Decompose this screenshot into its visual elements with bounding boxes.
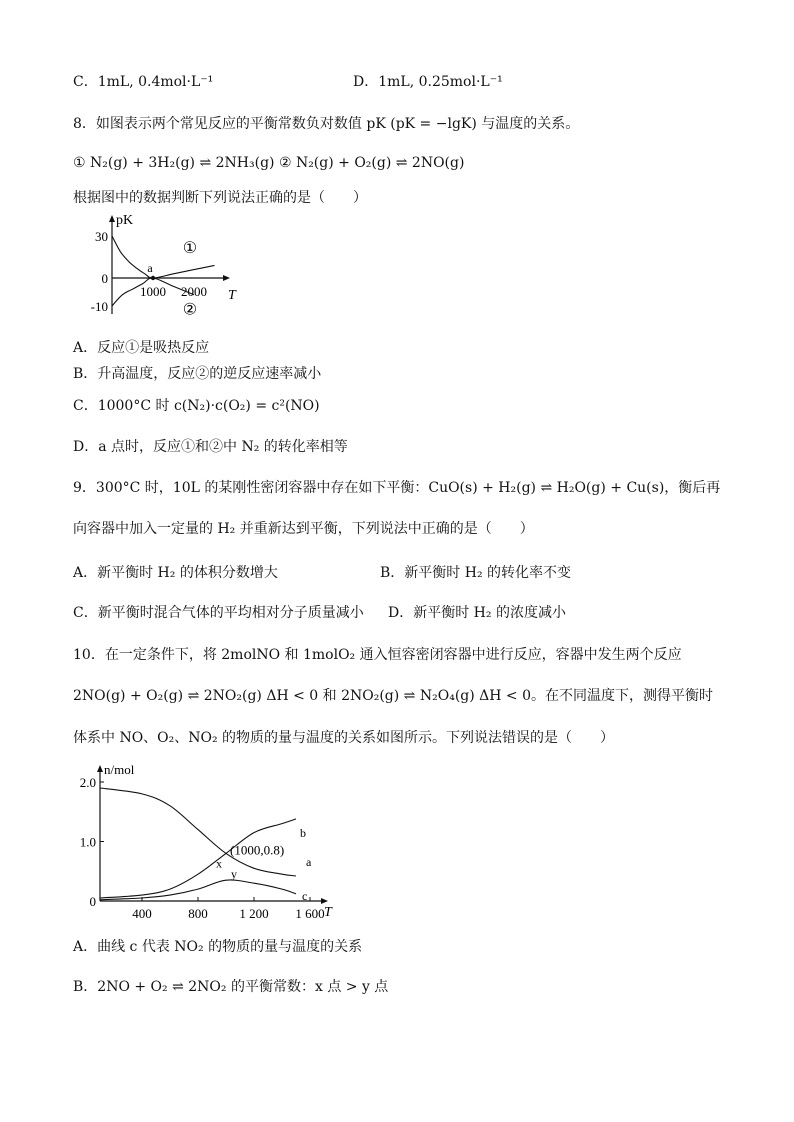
- series-line-1: [112, 236, 215, 278]
- nmol-temperature-chart: [72, 760, 342, 920]
- x-tick-label: 400: [132, 906, 152, 920]
- y-tick-label: 0: [101, 271, 108, 286]
- y-axis-label: n/mol: [104, 762, 135, 777]
- q8-ask: 根据图中的数据判断下列说法正确的是（ ）: [73, 190, 367, 206]
- q8-option-d: D．a 点时，反应①和②中 N₂ 的转化率相等: [73, 439, 348, 455]
- q8-option-a: A．反应①是吸热反应: [73, 340, 210, 356]
- q10-option-b: B．2NO + O₂ ⇌ 2NO₂ 的平衡常数：x 点 > y 点: [73, 979, 389, 995]
- y-axis-arrow: [97, 765, 103, 772]
- annotation-2: ①: [182, 239, 198, 257]
- y-tick-label: 0: [89, 894, 96, 909]
- y-tick-label: 30: [95, 229, 108, 244]
- q9-stem: 9．300°C 时，10L 的某刚性密闭容器中存在如下平衡：CuO(s) + H₂(g) ⇌ H₂O(g) + Cu(s)，衡后再: [73, 480, 721, 496]
- pk-temperature-chart: [80, 210, 240, 322]
- annotation-coordinate: (1000,0.8): [230, 842, 285, 858]
- series-line-c: [100, 880, 296, 900]
- series-label-a: a: [306, 855, 312, 870]
- q9-option-a: A．新平衡时 H₂ 的体积分数增大: [73, 565, 278, 581]
- x-axis-label: T: [228, 288, 236, 303]
- series-label-c: c: [302, 888, 308, 903]
- series-label-b: b: [300, 825, 306, 840]
- x-tick-label: 800: [188, 906, 208, 920]
- q10-stem-cont2: 体系中 NO、O₂、NO₂ 的物质的量与温度的关系如图所示。下列说法错误的是（ ）: [73, 730, 615, 746]
- q9-option-c: C．新平衡时混合气体的平均相对分子质量减小: [73, 605, 364, 621]
- point-a: [151, 276, 155, 280]
- q10-stem-cont: 2NO(g) + O₂(g) ⇌ 2NO₂(g) ΔH < 0 和 2NO₂(g) ⇌ N₂O₄(g) ΔH < 0。在不同温度下，测得平衡时: [73, 688, 714, 704]
- q8-stem: 8．如图表示两个常见反应的平衡常数负对数值 pK (pK = −lgK) 与温度的关系。: [73, 116, 580, 132]
- series-line-b: [100, 819, 296, 898]
- annotation-y: y: [231, 867, 237, 882]
- x-axis-arrow: [321, 898, 328, 904]
- x-tick-label: 1 600: [295, 906, 325, 920]
- annotation-3: ②: [182, 301, 198, 319]
- y-tick-label: 2.0: [79, 775, 96, 790]
- y-tick-label: -10: [90, 299, 108, 314]
- q9-option-b: B．新平衡时 H₂ 的转化率不变: [380, 565, 572, 581]
- annotation-1: a: [147, 261, 153, 275]
- y-axis-arrow: [109, 215, 115, 222]
- annotation-x: x: [216, 856, 222, 871]
- x-axis-label: T: [324, 905, 332, 920]
- y-axis-label: pK: [116, 213, 134, 228]
- q9-option-d: D．新平衡时 H₂ 的浓度减小: [388, 605, 566, 621]
- x-tick-label: 2000: [181, 284, 207, 299]
- series-line-a: [100, 788, 296, 876]
- q8-reactions: ① N₂(g) + 3H₂(g) ⇌ 2NH₃(g) ② N₂(g) + O₂(g) ⇌ 2NO(g): [73, 155, 465, 171]
- q8-option-b: B．升高温度，反应②的逆反应速率减小: [73, 366, 322, 382]
- q9-stem-cont: 向容器中加入一定量的 H₂ 并重新达到平衡，下列说法中正确的是（ ）: [73, 521, 534, 537]
- x-tick-label: 1000: [140, 284, 166, 299]
- x-axis-arrow: [223, 275, 230, 281]
- q10-option-a: A．曲线 c 代表 NO₂ 的物质的量与温度的关系: [73, 939, 363, 955]
- y-tick-label: 1.0: [79, 834, 96, 850]
- q7-option-d: D．1mL, 0.25mol·L⁻¹: [353, 74, 503, 90]
- q7-option-c: C．1mL, 0.4mol·L⁻¹: [73, 74, 214, 90]
- x-tick-label: 1 200: [239, 906, 269, 920]
- q10-stem: 10．在一定条件下，将 2molNO 和 1molO₂ 通入恒容密闭容器中进行反应，容器中发生两个反应: [73, 647, 682, 663]
- q8-option-c: C．1000°C 时 c(N₂)·c(O₂) = c²(NO): [73, 398, 320, 414]
